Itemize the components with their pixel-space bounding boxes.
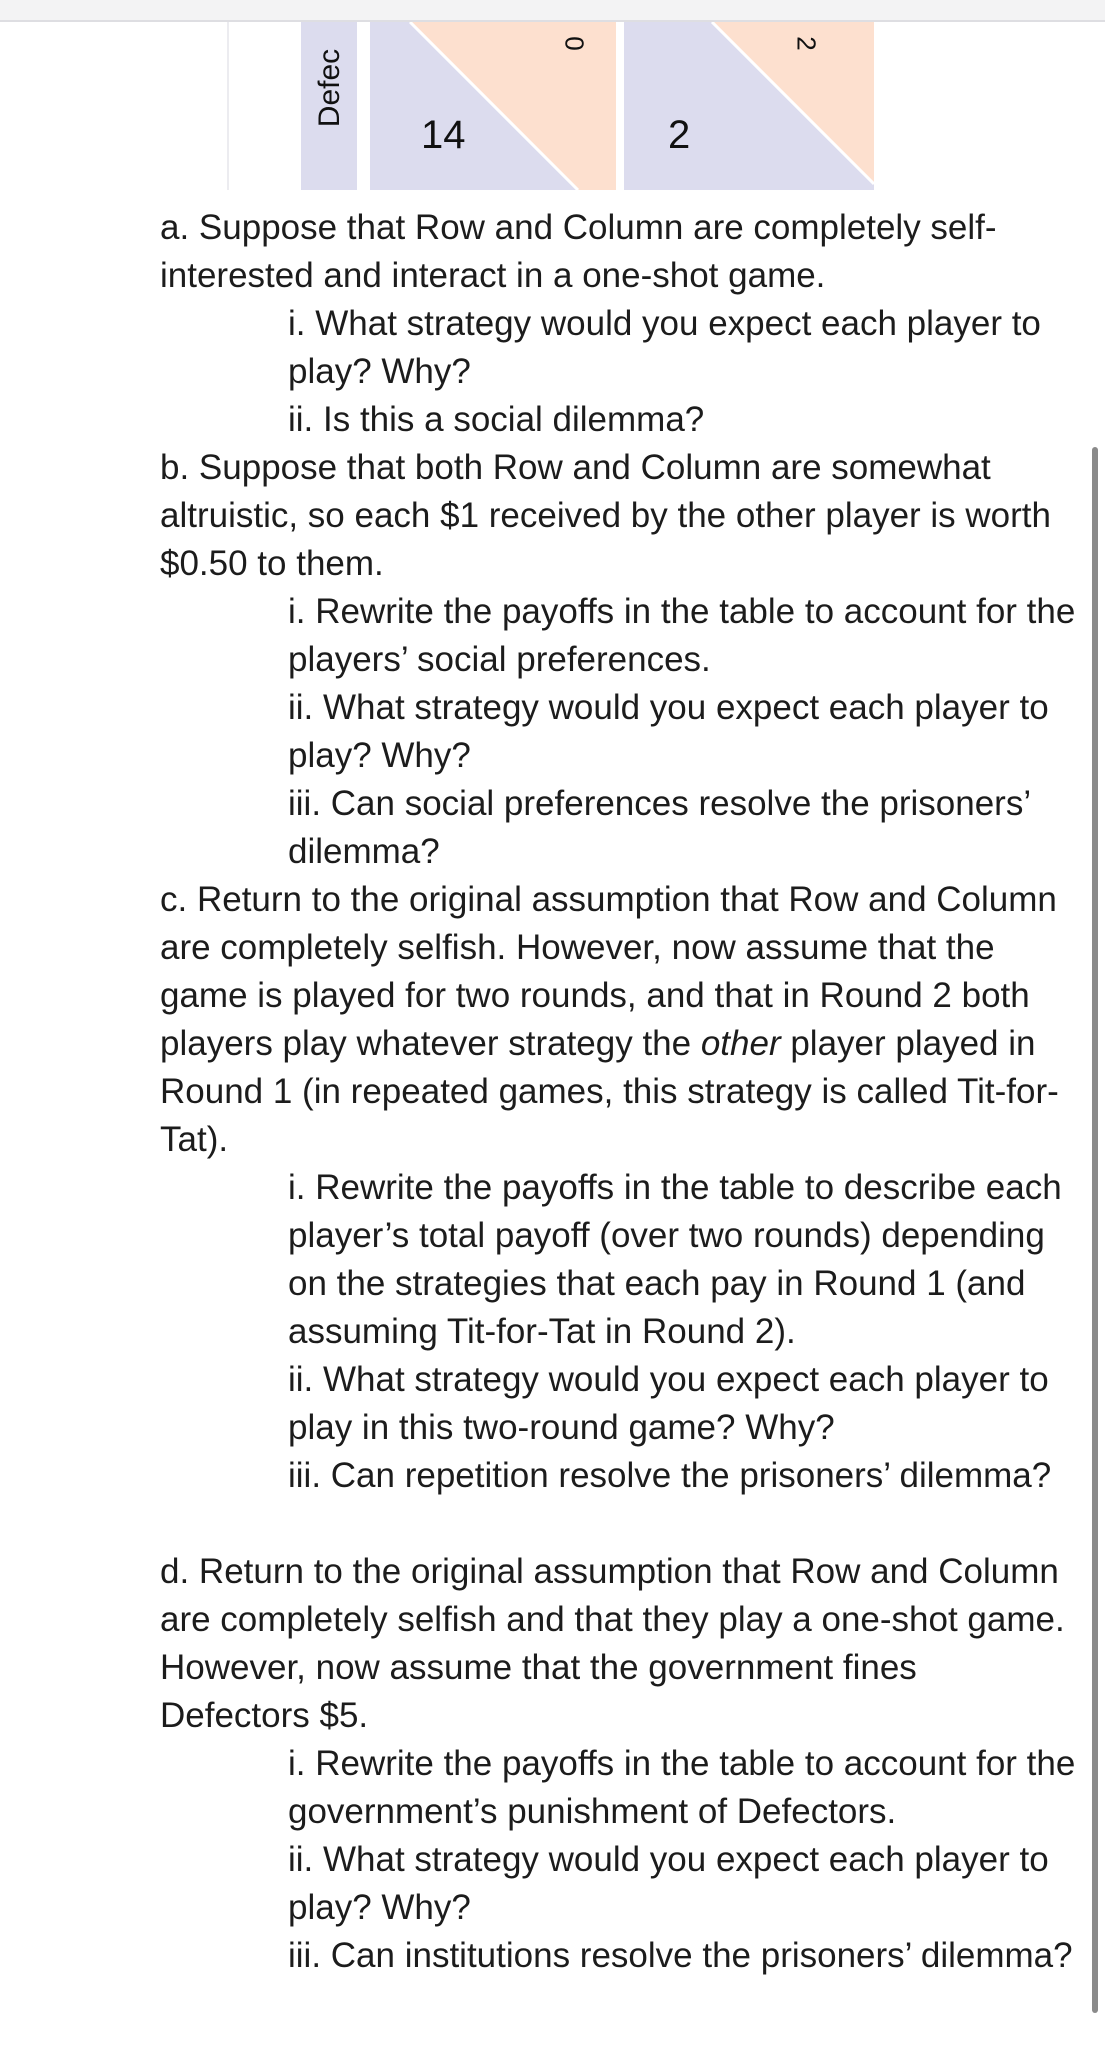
column-payoff-defect-cooperate: 0: [559, 36, 590, 51]
question-d-i: i. Rewrite the payoffs in the table to account for the government’s punishment of Defectors.: [288, 1744, 1076, 1831]
row-payoff-defect-cooperate: 14: [421, 113, 466, 157]
question-c: [160, 876, 1065, 1164]
question-a: a. Suppose that Row and Column are completely self-interested and interact in a one-shot game.: [160, 208, 997, 295]
question-b-i: i. Rewrite the payoffs in the table to account for the players’ social preferences.: [288, 592, 1076, 679]
question-d-iii: iii. Can institutions resolve the prisoners’ dilemma?: [288, 1936, 1073, 1975]
question-d: d. Return to the original assumption that Row and Column are completely selfish and that they play a one-shot game. However, now assume that the government fines Defectors $5.: [160, 1552, 1065, 1735]
question-b-iii: iii. Can social preferences resolve the prisoners’ dilemma?: [288, 784, 1030, 871]
row-payoff-defect-defect: 2: [668, 113, 691, 157]
question-c-text-after: player played in Round 1 (in repeated games, this strategy is called Tit-for-Tat).: [160, 1024, 1059, 1159]
payoff-table: [227, 22, 877, 190]
row-label-defect: Defec: [313, 48, 346, 128]
question-c-i: i. Rewrite the payoffs in the table to describe each player’s total payoff (over two rounds) depending on the strategies that each pay in Round 1 (and assuming Tit-for-Tat in Round 2).: [288, 1168, 1062, 1351]
question-a-ii: ii. Is this a social dilemma?: [288, 400, 705, 439]
question-c-iii: iii. Can repetition resolve the prisoners’ dilemma?: [288, 1456, 1052, 1495]
question-c-ii: ii. What strategy would you expect each player to play in this two-round game? Why?: [288, 1360, 1049, 1447]
question-c-emphasis: other: [700, 1024, 781, 1063]
payoff-cell-defect-defect: [624, 22, 874, 190]
table-left-margin: [227, 22, 303, 190]
question-b: b. Suppose that both Row and Column are somewhat altruistic, so each $1 received by the other player is worth $0.50 to them.: [160, 448, 1051, 583]
question-c-text-before: c. Return to the original assumption that Row and Column are completely selfish. However, now assume that the game is played for two rounds, and that in Round 2 both players play whatever strategy the: [160, 880, 1057, 1063]
column-payoff-defect-defect: 2: [791, 36, 822, 51]
question-b-ii: ii. What strategy would you expect each player to play? Why?: [288, 688, 1049, 775]
question-d-ii: ii. What strategy would you expect each player to play? Why?: [288, 1840, 1049, 1927]
top-bar: [0, 0, 1105, 22]
question-a-i: i. What strategy would you expect each player to play? Why?: [288, 304, 1041, 391]
vertical-scrollbar[interactable]: [1092, 447, 1098, 2013]
